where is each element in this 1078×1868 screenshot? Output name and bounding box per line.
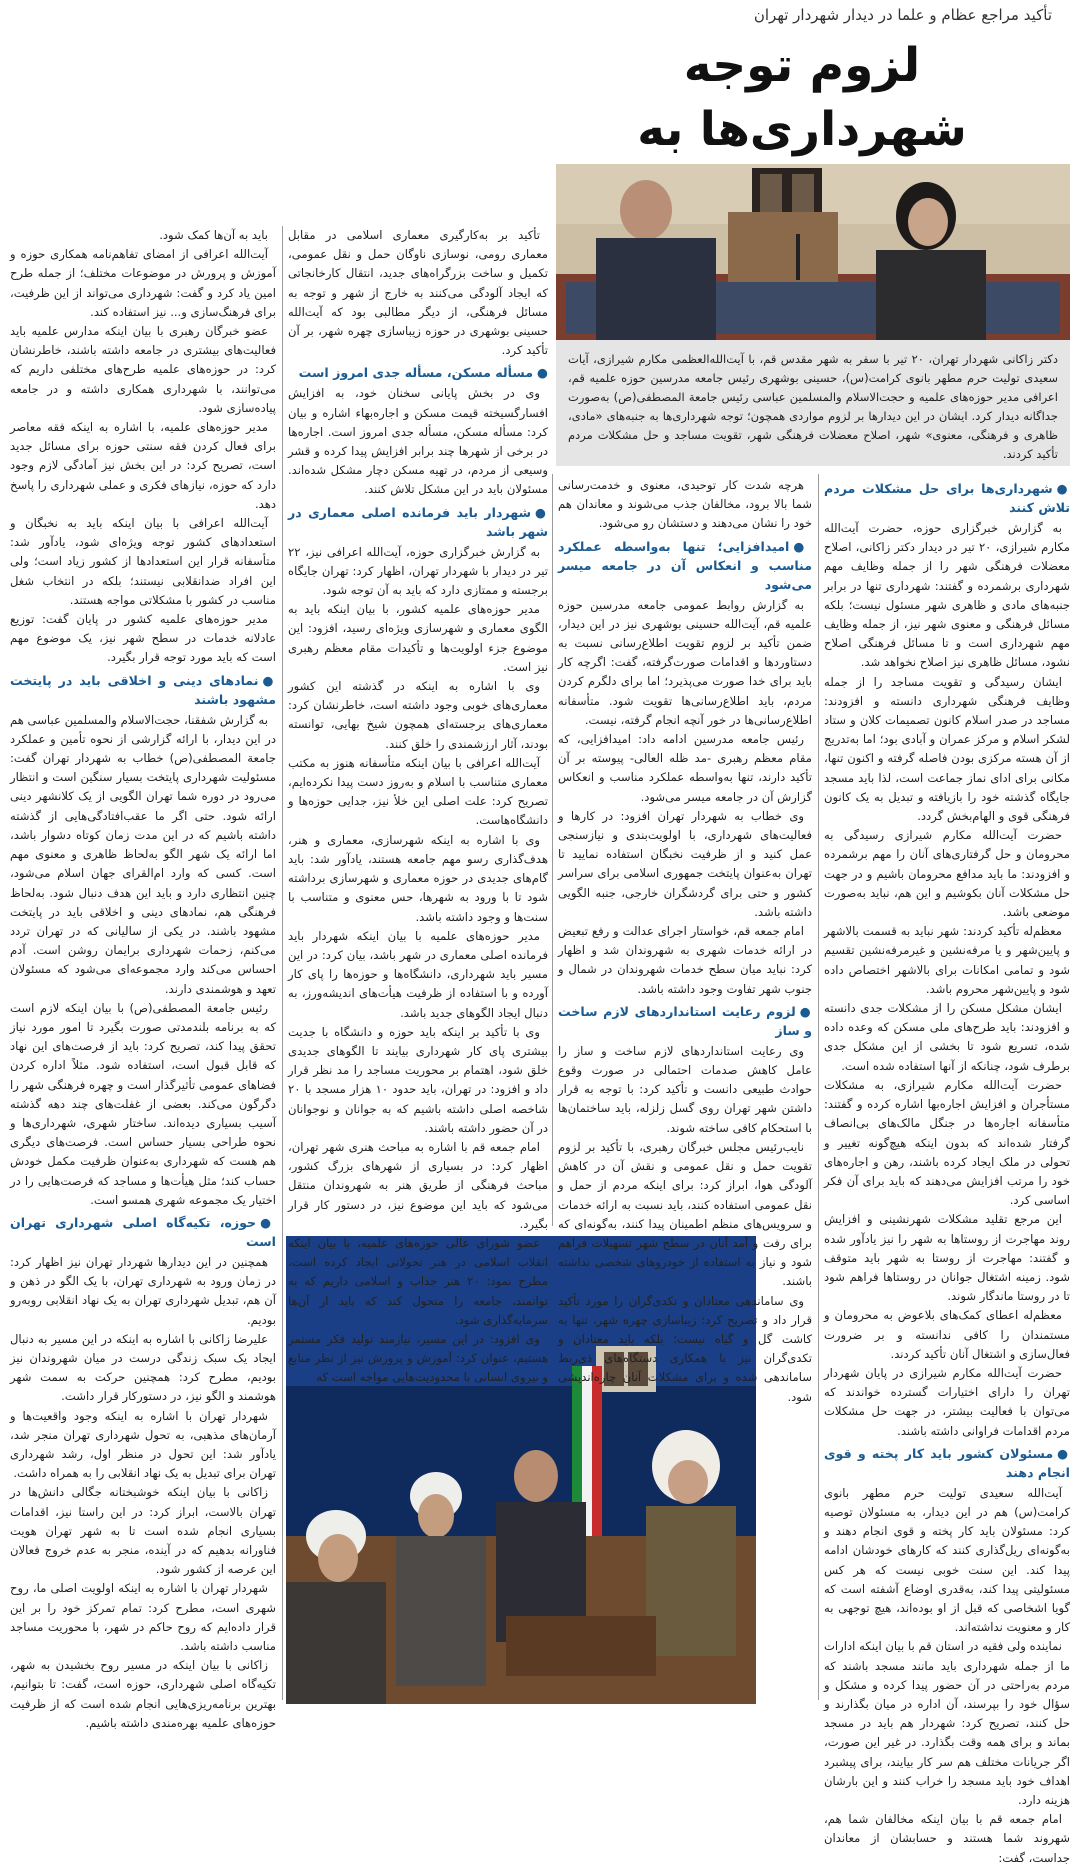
paragraph: امام جمعه قم با اشاره به مباحث هنری شهر تهران، اظهار کرد: در بسیاری از شهرهای بزرگ کشور، مباحث فرهنگی از طریق هنر به شهروندان منتقل می‌شود که باید این موضوع نیز، در دستور کار قرار بگیرد. xyxy=(288,1139,548,1231)
column-1 xyxy=(824,476,1070,1865)
paragraph: معظم‌له اعطای کمک‌های بلاعوض به محرومان و مستمندان را کافی ندانسته و بر ضرورت فعال‌سازی و اشتغال آنان تأکید کردند. xyxy=(824,1308,1070,1361)
section-heading-text: مسأله مسکن، مسأله جدی امروز است xyxy=(298,365,533,381)
column-3 xyxy=(288,226,548,1385)
column-rule xyxy=(552,474,553,1226)
paragraph: باید به آن‌ها کمک شود. xyxy=(159,228,268,242)
paragraph: نایب‌رئیس مجلس خبرگان رهبری، با تأکید بر لزوم تقویت حمل و نقل عمومی و نقش آن در کاهش آلودگی هوا، ابراز کرد: برای اینکه مردم از حمل و نقل عمومی استفاده کنند، باید نسبت به ارائه خدمات و سرویس‌های منظم اطمینان پیدا کنند، به‌گونه‌ای که برای رفت و آمد آنان در سطح شهر تسهیلات فراهم شود و نیاز به استفاده از خودروهای شخصی نداشته باشند. xyxy=(558,1139,812,1289)
section-heading-text: لزوم رعایت استانداردهای لازم ساخت و ساز xyxy=(558,1003,812,1038)
paragraph: معظم‌له تأکید کردند: شهر نباید به قسمت بالاشهر و پایین‌شهر و یا مرفه‌نشین و غیرمرفه‌نشین تقسیم شود و تمامی امکانات برای بالاشهر اختصاص داده شود و پایین‌شهر محروم باشد. xyxy=(824,924,1070,996)
section-heading xyxy=(824,1444,1070,1482)
section-heading-text: شهرداری‌ها برای حل مشکلات مردم تلاش کنند xyxy=(824,481,1070,515)
paragraph: آیت‌الله اعرافی از امضای تفاهم‌نامه همکاری حوزه و آموزش و پرورش در موضوعات مختلف؛ از جمله طرح امین یاد کرد و گفت: شهرداری می‌تواند از این ظرفیت، برای فرهنگ‌سازی و... نیز استفاده کند. xyxy=(10,247,276,319)
bullet-icon: ● xyxy=(1056,481,1070,496)
paragraph: رئیس جامعه مدرسین ادامه داد: امیدافزایی، که مقام معظم رهبری -مد ظله العالی- پیوسته بر آن تأکید دارند، تنها به‌واسطه عملکرد مناسب و انعکاس گزارش آن در جامعه میسر می‌شود. xyxy=(558,732,812,804)
bullet-icon: ● xyxy=(262,672,276,688)
section-heading xyxy=(10,671,276,709)
column-rule xyxy=(818,474,819,1700)
column-2 xyxy=(558,476,812,1404)
column-rule xyxy=(282,226,283,1700)
paragraph: مدیر حوزه‌های علمیه با بیان اینکه شهردار باید فرمانده اصلی معماری در شهر باشد، بیان کرد: در این مسیر باید شهرداری، دانشگاه‌ها و حوزه‌ها را پای کار آورده و با استفاده از ظرفیت هیأت‌های اندیشه‌ورز، به دنبال ایجاد الگوهای جدید باشد. xyxy=(288,928,548,1020)
paragraph: مدیر حوزه‌های علمیه، با اشاره به اینکه فقه معاصر برای فعال کردن فقه سنتی حوزه برای مسائل جدید است، تصریح کرد: در این بخش نیز آمادگی لازم وجود دارد که حوزه، نیازهای فکری و عملی شهرداری را پاسخ دهد. xyxy=(10,420,276,511)
paragraph: شهردار تهران با اشاره به اینکه اولویت اصلی ما، روح شهری است، مطرح کرد: تمام تمرکز خود را بر این قرار داده‌ایم که روح حاکم در شهر، با محوریت مساجد مناسب داشته باشد. xyxy=(10,1581,276,1654)
paragraph: به گزارش روابط عمومی جامعه مدرسین حوزه علمیه قم، آیت‌الله حسینی بوشهری نیز در این دیدار، ضمن تأکید بر لزوم تقویت اطلاع‌رسانی نسبت به دستاوردها و اقدامات صورت‌گرفته، گفت: اگرچه کار باید برای خدا صورت می‌پذیرد؛ اما برای دلگرم کردن مردم، باید اطلاع‌رسانی‌ها تقویت شود. متأسفانه اطلاع‌رسانی‌ها در خور آنچه انجام گرفته، نیست. xyxy=(558,597,812,727)
paragraph: این مرجع تقلید مشکلات شهرنشینی و افزایش روند مهاجرت از روستاها به شهر را نیز یادآور شده و گفتند: مهاجرت از روستا به شهر باید متوقف شود. زمینه اشتغال جوانان در روستاها فراهم شود تا در روستا ماندگار شوند. xyxy=(824,1212,1070,1304)
paragraph: وی خطاب به شهردار تهران افزود: در کارها و فعالیت‌های شهرداری، با اولویت‌بندی و نیازسنجی عمل کنید و از ظرفیت نخبگان استفاده نمایید تا تهران به‌عنوان پایتخت جمهوری اسلامی برای سراسر کشور و حتی برای گردشگران خارجی، جنبه الگویی داشته باشد. xyxy=(558,808,812,919)
paragraph: امام جمعه قم، خواستار اجرای عدالت و رفع تبعیض در ارائه خدمات شهری به شهروندان شد و اظهار کرد: نباید میان سطح خدمات شهروندان در شمال و جنوب شهر تفاوت وجود داشته باشد. xyxy=(558,924,812,996)
section-heading xyxy=(288,363,548,382)
paragraph: هرچه شدت کار توحیدی، معنوی و خدمت‌رسانی شما بالا برود، مخالفان جذب می‌شوند و معاندان هم خود را نشان می‌دهند و دستشان رو می‌شود. xyxy=(558,478,812,531)
section-heading xyxy=(288,503,548,541)
paragraph: عضو خبرگان رهبری با بیان اینکه مدارس علمیه باید فعالیت‌های بیشتری در جامعه داشته باشند، خاطرنشان کرد: در حوزه‌های علمیه طرح‌های مختلفی داریم که می‌توانند، با شهرداری همکاری داشته و در جامعه پیاده‌سازی شود. xyxy=(10,324,276,415)
paragraph: وی در بخش پایانی سخنان خود، به افزایش افسارگسیخته قیمت مسکن و اجاره‌بهاء اشاره و بیان کرد: مسأله مسکن، مسأله جدی امروز است. اجاره‌ها در برخی از شهرها چند برابر افزایش پیدا کرده و قشر وسیعی از مردم، در تهیه مسکن دچار مشکل شده‌اند. مسئولان باید در این مشکل تلاش کنند. xyxy=(288,386,548,497)
paragraph: حضرت آیت‌الله مکارم شیرازی رسیدگی به محرومان و حل گرفتاری‌های آنان را مهم برشمرده و افزودند: ما باید مدافع محرومان باشیم و در جهت حل مشکلات آنان بکوشیم و این هم، نباید به‌صورت موضعی باشد. xyxy=(824,828,1070,920)
paragraph: زاکانی با بیان اینکه در مسیر روح بخشیدن به شهر، تکیه‌گاه اصلی شهرداری، حوزه است، گفت: تا بتوانیم، بهترین برنامه‌ریزی‌هایی انجام شده است که از ظرفیت حوزه‌های علمیه بهره‌مندی داشته باشیم. xyxy=(10,1658,276,1730)
headline: لزوم توجه شهرداری‌ها به xyxy=(637,38,967,157)
paragraph: آیت‌الله سعیدی تولیت حرم مطهر بانوی کرامت(س) هم در این دیدار، به مسئولان توصیه کرد: مسئولان باید کار پخته و قوی انجام دهند و به‌گونه‌ای ریل‌گذاری کنند که کارهای خودشان ادامه پیدا کند. این سنت خوبی نیست که هر کس مسئولیتی پیدا کند، به‌قدری اوضاع آشفته است که گویا اشخاصی که قبل از او بوده‌اند، هیچ توجهی به کار و معنویت نداشته‌اند. xyxy=(824,1485,1070,1635)
bullet-icon: ● xyxy=(534,504,548,520)
paragraph: رئیس جامعة المصطفی(ص) با بیان اینکه لازم است که به برنامه بلندمدتی صورت بگیرد تا امور مورد نیاز تحقق پیدا کند، تصریح کرد: باید از فرصت‌های این نهاد که قابل قبول است، استفاده شود. مثلاً اداره کردن فضاهای عمومی تأثیرگذار است و چهره فرهنگی شهر را دگرگون می‌کند. بعضی از غفلت‌های چند دهه گذشته آسیب بسیاری دیده‌اند. ساختار شهری، شهرداری‌ها و نحوه طراحی بسیار حساس است. فرصت‌های دیگری هم هست که شهرداری به‌عنوان ظرفیت مکمل خودش حساب کند؛ مثل هیأت‌ها و مساجد که فرصت‌هایی را در اختیار یک مجموعه شهری همسو است. xyxy=(10,1000,276,1207)
paragraph: وی با اشاره به اینکه در گذشته این کشور معماری‌های خوبی وجود داشته است، خاطرنشان کرد: معماری‌های برجسته‌ای همچون شیخ بهایی، توانسته بودند، آثار ارزشمندی را خلق کنند. xyxy=(288,679,548,751)
paragraph: مدیر حوزه‌های علمیه کشور در پایان گفت: توزیع عادلانه خدمات در سطح شهر نیز، یک موضوع مهم است که باید مورد توجه قرار بگیرد. xyxy=(10,612,276,665)
paragraph: وی با تأکید بر اینکه باید حوزه و دانشگاه با جدیت بیشتری پای کار شهرداری بیایند تا الگوهای جدیدی خلق شود، اهتمام بر محوریت مساجد را مد نظر قرار داد و افزود: در تهران، باید حدود ۱۰ هزار مسجد با ۲۰ شاخصه اصلی داشته باشیم که به جوانان و نوجوانان در آن حضور داشته باشند. xyxy=(288,1024,548,1135)
paragraph: حضرت آیت‌الله مکارم شیرازی، به مشکلات مستأجران و افزایش اجاره‌بها اشاره کرده و گفتند: متأسفانه اجاره‌ها در جنگل مالک‌های بی‌انصاف گرفتار شده‌اند که بدون اینکه هیچ‌گونه تغییر و تحولی در ملک ایجاد کرده باشند، رهن و اجاره‌های خود را مرتب افزایش می‌دهند که باید برای آن فکر اساسی کرد. xyxy=(824,1077,1070,1208)
section-heading xyxy=(558,1002,812,1040)
paragraph: علیرضا زاکانی با اشاره به اینکه در این مسیر به دنبال ایجاد یک سبک زندگی درست در میان شهروندان نیز بودیم، مطرح کرد: همچنین حرکت به سمت شهر هوشمند و الگو نیز، در دستورکار قرار داشت. xyxy=(10,1331,276,1404)
section-heading-text: حوزه، تکیه‌گاه اصلی شهرداری تهران است xyxy=(10,1214,276,1249)
section-heading-text: شهردار باید فرمانده اصلی معماری در شهر باشد xyxy=(288,504,548,539)
photo-caption: دکتر زاکانی شهردار تهران، ۲۰ تیر با سفر به شهر مقدس قم، با آیت‌الله‌العظمی مکارم شیرازی، آیات سعیدی تولیت حرم مطهر بانوی کرامت(س)، حسینی بوشهری رئیس جامعه مدرسین حوزه علمیه قم، اعرافی مدیر حوزه‌های علمیه و حجت‌الاسلام والمسلمین عباسی رئیس جامعة المصطفی(ص) به‌صورت جداگانه دیدار کرد. ایشان در این دیدارها بر لزوم مواردی همچون؛ توجه شهرداری‌ها به جنبه‌های «مادی، ظاهری و فرهنگی، معنوی» شهر، اصلاح معضلات فرهنگی شهر، تقویت مساجد و حل مشکلات مردم تأکید کردند. xyxy=(556,340,1070,466)
bullet-icon: ● xyxy=(1057,1445,1070,1461)
paragraph: همچنین در این دیدارها شهردار تهران نیز اظهار کرد: در زمان ورود به شهرداری تهران، با یک الگو در ذهن و آن هم، تبدیل شهرداری تهران به یک نهاد انقلابی روبه‌رو بودیم. xyxy=(10,1254,276,1327)
paragraph: حضرت آیت‌الله مکارم شیرازی در پایان شهردار تهران را دارای اختیارات گسترده خواندند که می‌توان با فعالیت بیشتر، در جهت حل مشکلات مردم اقدامات فراوانی داشته باشند. xyxy=(824,1365,1070,1438)
bullet-icon: ● xyxy=(799,1003,812,1019)
kicker: تأکید مراجع عظام و علما در دیدار شهردار تهران xyxy=(753,6,1052,24)
section-heading xyxy=(824,479,1070,517)
paragraph: تأکید بر به‌کارگیری معماری اسلامی در مقابل معماری رومی، نوسازی ناوگان حمل و نقل عمومی، تکمیل و ساخت بزرگراه‌های جدید، انتقال کارخانجاتی که ایجاد آلودگی می‌کنند به خارج از شهر و توجه به مسائل فرهنگی، از دیگر مطالبی بود که آیت‌الله حسینی بوشهری در حوزه زیباسازی چهره شهر، بر آن تأکید کرد. xyxy=(288,228,548,358)
paragraph: آیت‌الله اعرافی با بیان اینکه متأسفانه هنوز به مکتب معماری متناسب با اسلام و به‌روز دست پیدا نکرده‌ایم، تصریح کرد: علت اصلی این خلأ نیز، جدایی حوزه‌ها و دانشگاه‌هاست. xyxy=(288,755,548,828)
section-heading xyxy=(10,1213,276,1251)
paragraph: امام جمعه قم با بیان اینکه مخالفان شما هم، شهروند شما هستند و حسابشان از معاندان جداست، گفت: xyxy=(824,1812,1070,1865)
paragraph: به گزارش خبرگزاری حوزه، آیت‌الله اعرافی نیز، ۲۲ تیر در دیدار با شهردار تهران، اظهار کرد: تهران جایگاه برجسته و ممتازی دارد که باید به آن توجه شود. xyxy=(288,544,548,598)
bullet-icon: ● xyxy=(260,1214,276,1230)
column-4 xyxy=(10,226,276,1730)
section-heading-text: نمادهای دینی و اخلاقی باید در پایتخت مشهود باشند xyxy=(10,672,276,707)
paragraph: وی رعایت استانداردهای لازم ساخت و ساز را عامل کاهش صدمات احتمالی در صورت وقوع حوادث طبیعی دانست و تأکید کرد: با توجه به قرار داشتن شهر تهران روی گسل زلزله، باید ساختمان‌ها با استحکام کافی ساخته شوند. xyxy=(558,1043,812,1135)
bullet-icon: ● xyxy=(793,538,812,554)
paragraph: ایشان رسیدگی و تقویت مساجد را از جمله وظایف فرهنگی شهرداری دانسته و افزودند: مساجد در صدر اسلام کانون تصمیمات کلان و ستاد لشکر اسلام و مرکز عمران و آبادی بود؛ اما به‌تدریج از آن هسته مرکزی بودن فاصله گرفته و اکنون تنها، مکانی برای ادای نماز جماعت است، لذا باید مسجد جایگاه گذشته خود را بازیافته و تبدیل به یک کانون فرهنگی قوی و الهام‌بخش گردد. xyxy=(824,674,1070,824)
paragraph: وی با اشاره به اینکه شهرسازی، معماری و هنر، هدف‌گذاری رسو مهم جامعه هستند، یادآور شد: باید گام‌های جدیدی در حوزه معماری و شهرسازی برداشته شود تا با ورود به شهرها، حس معنوی و متناسب با سنت‌ها و وجود داشته باشد. xyxy=(288,832,548,924)
paragraph: نماینده ولی فقیه در استان قم با بیان اینکه ادارات ما از جمله شهرداری باید مانند مسجد باشند که مردم به‌راحتی در آن حضور پیدا کرده و مشکل و سؤال خود را بپرسند، آن اداره در میان بگذارند و حل کنند، تصریح کرد: شهردار هم باید در مسجد بماند و برای همه وقت بگذارد. در غیر این صورت، اگر جریانات مختلف هم سر کار بیایند، برای پیشبرد اهداف خود باید مسجد را خراب کنند و این بارشان هزینه دارد. xyxy=(824,1639,1070,1807)
paragraph: ایشان مشکل مسکن را از مشکلات جدی دانسته و افزودند: باید طرح‌های ملی مسکن که وعده داده شده، تسریع شود تا بخشی از این مشکل جدی برطرف شود، چنانکه از آنها استفاده شده است. xyxy=(824,1001,1070,1073)
paragraph: شهردار تهران با اشاره به اینکه وجود واقعیت‌ها و آرمان‌های مذهبی، به تحول شهرداری تهران منجر شد، یادآور شد: این تحول در منظر اول، رشد شهرداری تهران برای تبدیل به یک نهاد انقلابی را به همراه داشت. xyxy=(10,1408,276,1481)
paragraph: به گزارش خبرگزاری حوزه، حضرت آیت‌الله مکارم شیرازی، ۲۰ تیر در دیدار دکتر زاکانی، اصلاح معضلات فرهنگی شهر را از جمله وظایف مهم شهرداری برشمرده و گفتند: شهرداری تنها در برابر جنبه‌های مادی و ظاهری شهر مسئول نیست؛ بلکه مسائل فرهنگی و معنوی شهر نیز، از جمله وظایف مهم شهرداری است و تا مسائل فرهنگی اصلاح نشود، مسائل ظاهری نیز اصلاح نخواهد شد. xyxy=(824,521,1070,670)
paragraph: زاکانی با بیان اینکه خوشبختانه جگالی دانش‌ها در تهران بالاست، ابراز کرد: در این راستا نیز، اقدامات بسیاری انجام شده است تا به شهر تهران هویت فناورانه بدهیم که در آینده، منجر به عدم خروج فعالان این عرصه از کشور شود. xyxy=(10,1485,276,1577)
paragraph: آیت‌الله اعرافی با بیان اینکه باید به نخبگان و استعدادهای کشور توجه ویژه‌ای شود، یادآور شد: متأسفانه قرار این استعدادها از کشور زیاد است؛ ولی این افراد ضدانقلابی نیستند؛ بلکه در انتخاب شغل مناسب در کشور با مشکلاتی مواجه هستند. xyxy=(10,516,276,607)
paragraph: مدیر حوزه‌های علمیه کشور، با بیان اینکه باید به الگوی معماری و شهرسازی ویژه‌ای رسید، افزود: این موضوع جزء اولویت‌ها و تأکیدات مقام معظم رهبری نیز است. xyxy=(288,602,548,674)
paragraph: وی ساماندهی معتادان و تکدی‌گران را مورد تأکید قرار داد و تصریح کرد: زیباسازی چهره شهر، تنها به کاشت گل و گیاه نیست؛ بلکه باید معتادان و تکدی‌گران نیز با همکاری دستگاه‌های ذی‌ربط ساماندهی شده و برای مشکلات آنان چاره‌اندیشی شود. xyxy=(558,1293,812,1404)
section-heading xyxy=(558,537,812,594)
paragraph: عضو شورای عالی حوزه‌های علمیه، با بیان اینکه انقلاب اسلامی در هنر تحولاتی ایجاد کرده است، مطرح نمود: ۲۰ هنر جذاب و اسلامی داریم که به توانمند، جامعه را متحول کند که باید از آن‌ها سرمایه‌گذاری شود. xyxy=(288,1235,548,1327)
paragraph: به گزارش شفقنا، حجت‌الاسلام والمسلمین عباسی هم در این دیدار، با ارائه گزارشی از نحوه تأمین و عملکرد جامعة المصطفی(ص) خطاب به شهردار تهران گفت: مسئولیت شهرداری پایتخت بسیار سنگین است و انتظار می‌رود در دوره شما تهران الگویی از یک کلانشهر دینی ارائه شود. حتی اگر ما عقب‌افتادگی‌هایی از گذشته داشته باشیم که در این مدت زمان کوتاه دشوار باشد، اما ارائه یک شهر الگو به‌لحاظ ظاهری و معنوی مهم است. کسی که وارد ام‌القرای جهان اسلام می‌شود، چنین انتظاری دارد و باید این هدف دنبال شود. به‌لحاظ فرهنگی هم، نمادهای دینی و اخلاقی باید در پایتخت مشهود باشند. در یکی از سالیانی که در تهران تردد می‌کنم، زحمات شهرداری برایمان روشن است. آدم احساس می‌کند وارد مجموعه‌ای می‌شود که مسئولان تعهد و هوشمندی دارند. xyxy=(10,712,276,996)
top-photo xyxy=(556,164,1070,340)
bullet-icon: ● xyxy=(537,365,548,381)
paragraph: وی افزود: در این مسیر، نیازمند تولید فکر مستمر هستیم، عنوان کرد: آموزش و پرورش نیز از نظر منابع و نیروی انسانی با محدودیت‌هایی مواجه است که xyxy=(288,1331,548,1385)
section-heading-text: مسئولان کشور باید کار پخته و قوی انجام دهند xyxy=(824,1445,1070,1480)
section-heading-text: امیدافزایی؛ تنها به‌واسطه عملکرد مناسب و انعکاس آن در جامعه میسر می‌شود xyxy=(558,538,812,592)
